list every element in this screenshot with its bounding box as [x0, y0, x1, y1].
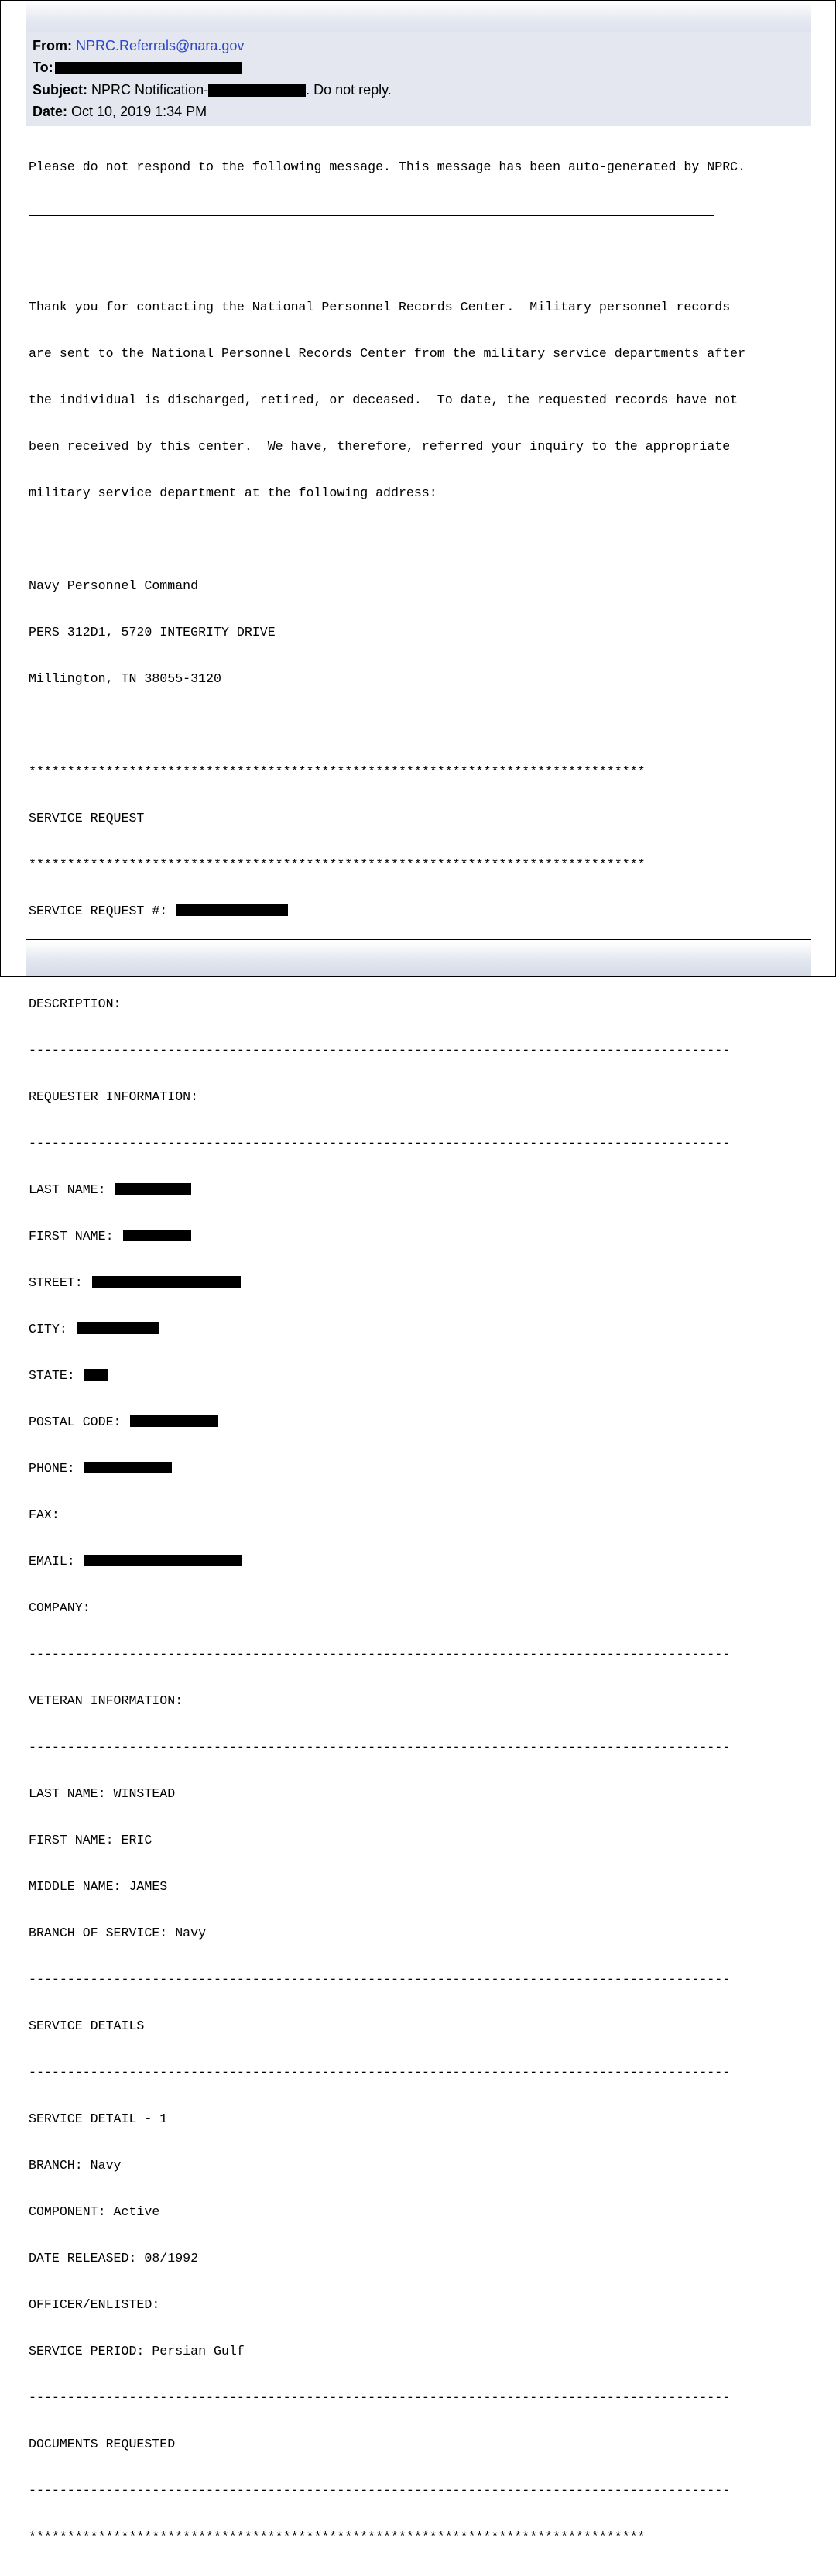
- requester-city-row: [29, 1322, 745, 1337]
- dash-divider: -------------------------------------------------------------------------------------------: [29, 1740, 731, 1754]
- subject-row: [33, 81, 392, 98]
- requester-city-redaction: [77, 1322, 159, 1334]
- from-label: From:: [33, 38, 72, 53]
- requester-street-row: [29, 1275, 745, 1291]
- requester-phone-redaction: [84, 1462, 172, 1473]
- documents-heading: DOCUMENTS REQUESTED: [29, 2437, 176, 2451]
- requester-fax: FAX:: [29, 1508, 60, 1522]
- service-detail-line-4: DATE RELEASED: 08/1992: [29, 2251, 199, 2266]
- service-request-number-row: [29, 904, 745, 919]
- dash-divider: -------------------------------------------------------------------------------------------: [29, 1972, 731, 1987]
- email-header: [26, 32, 811, 126]
- paragraph-line-3: the individual is discharged, retired, or deceased. To date, the requested records have not: [29, 393, 738, 407]
- requester-street-redaction: [92, 1276, 241, 1288]
- paragraph-line-5: military service department at the following address:: [29, 485, 437, 500]
- service-detail-line-1: SERVICE DETAIL - 1: [29, 2111, 168, 2126]
- requester-state-redaction: [84, 1369, 108, 1381]
- veteran-line-4: BRANCH OF SERVICE: Navy: [29, 1926, 207, 1940]
- requester-city-label: CITY:: [29, 1322, 67, 1336]
- stars-divider: ********************************************************************************: [29, 857, 646, 872]
- requester-postal-code-redaction: [130, 1415, 218, 1427]
- requester-company: COMPANY:: [29, 1600, 91, 1615]
- requester-email-redaction: [84, 1555, 242, 1566]
- subject-suffix: . Do not reply.: [306, 82, 392, 98]
- paragraph-line-4: been received by this center. We have, therefore, referred your inquiry to the appropriate: [29, 439, 731, 454]
- dash-divider: -------------------------------------------------------------------------------------------: [29, 2390, 731, 2405]
- requester-phone-label: PHONE:: [29, 1461, 75, 1476]
- service-request-number-redaction: [176, 904, 288, 916]
- paragraph-line-1: Thank you for contacting the National Personnel Records Center. Military personnel records: [29, 300, 731, 314]
- requester-state-row: [29, 1368, 745, 1384]
- requester-phone-row: [29, 1461, 745, 1477]
- requester-street-label: STREET:: [29, 1275, 83, 1290]
- requester-heading: REQUESTER INFORMATION:: [29, 1089, 199, 1104]
- veteran-heading: VETERAN INFORMATION:: [29, 1693, 183, 1708]
- requester-last-name-label: LAST NAME:: [29, 1182, 106, 1197]
- veteran-line-1: LAST NAME: WINSTEAD: [29, 1786, 176, 1801]
- to-row: [33, 59, 242, 76]
- requester-postal-code-row: [29, 1415, 745, 1430]
- bottom-toolbar-bar: [26, 942, 811, 976]
- requester-first-name-label: FIRST NAME:: [29, 1229, 114, 1243]
- from-address-link[interactable]: NPRC.Referrals@nara.gov: [76, 38, 245, 53]
- address-line-3: Millington, TN 38055-3120: [29, 671, 221, 686]
- dash-divider: -------------------------------------------------------------------------------------------: [29, 1136, 731, 1151]
- date-row: [33, 103, 207, 120]
- requester-email-row: [29, 1554, 745, 1569]
- to-redaction: [55, 62, 242, 74]
- stars-divider: ********************************************************************************: [29, 764, 646, 779]
- dash-divider: -------------------------------------------------------------------------------------------: [29, 2065, 731, 2080]
- from-row: [33, 37, 244, 54]
- stars-divider: ********************************************************************************: [29, 2530, 646, 2544]
- email-body: [29, 129, 745, 2576]
- veteran-line-3: MIDDLE NAME: JAMES: [29, 1879, 168, 1894]
- dash-divider: -------------------------------------------------------------------------------------------: [29, 1647, 731, 1662]
- date-value: Oct 10, 2019 1:34 PM: [71, 104, 207, 119]
- service-detail-line-3: COMPONENT: Active: [29, 2204, 160, 2219]
- description: DESCRIPTION:: [29, 996, 122, 1011]
- address-line-2: PERS 312D1, 5720 INTEGRITY DRIVE: [29, 625, 276, 640]
- requester-state-label: STATE:: [29, 1368, 75, 1383]
- service-request-heading: SERVICE REQUEST: [29, 811, 145, 825]
- service-request-number-label: SERVICE REQUEST #:: [29, 904, 168, 918]
- footer-divider: [26, 939, 811, 940]
- requester-first-name-redaction: [123, 1230, 191, 1241]
- subject-redaction: [208, 84, 306, 97]
- subject-label: Subject:: [33, 82, 88, 98]
- veteran-line-2: FIRST NAME: ERIC: [29, 1833, 152, 1847]
- service-details-heading: SERVICE DETAILS: [29, 2019, 145, 2033]
- subject-prefix: NPRC Notification-: [91, 82, 209, 98]
- requester-first-name-row: [29, 1229, 745, 1244]
- service-detail-line-5: OFFICER/ENLISTED:: [29, 2297, 160, 2312]
- address-line-1: Navy Personnel Command: [29, 578, 199, 593]
- requester-email-label: EMAIL:: [29, 1554, 75, 1569]
- dash-divider: -------------------------------------------------------------------------------------------: [29, 2483, 731, 2498]
- paragraph-line-2: are sent to the National Personnel Records Center from the military service departments after: [29, 346, 746, 361]
- top-toolbar-bar: [26, 1, 811, 32]
- service-detail-line-2: BRANCH: Navy: [29, 2158, 122, 2173]
- requester-last-name-row: [29, 1182, 745, 1198]
- notice-underline: [29, 206, 714, 216]
- to-label: To:: [33, 60, 53, 75]
- requester-last-name-redaction: [115, 1183, 191, 1195]
- notice-line: Please do not respond to the following message. This message has been auto-generated by NPRC.: [29, 159, 746, 174]
- dash-divider: -------------------------------------------------------------------------------------------: [29, 1043, 731, 1058]
- service-detail-line-6: SERVICE PERIOD: Persian Gulf: [29, 2344, 245, 2358]
- requester-postal-code-label: POSTAL CODE:: [29, 1415, 122, 1429]
- date-label: Date:: [33, 104, 68, 119]
